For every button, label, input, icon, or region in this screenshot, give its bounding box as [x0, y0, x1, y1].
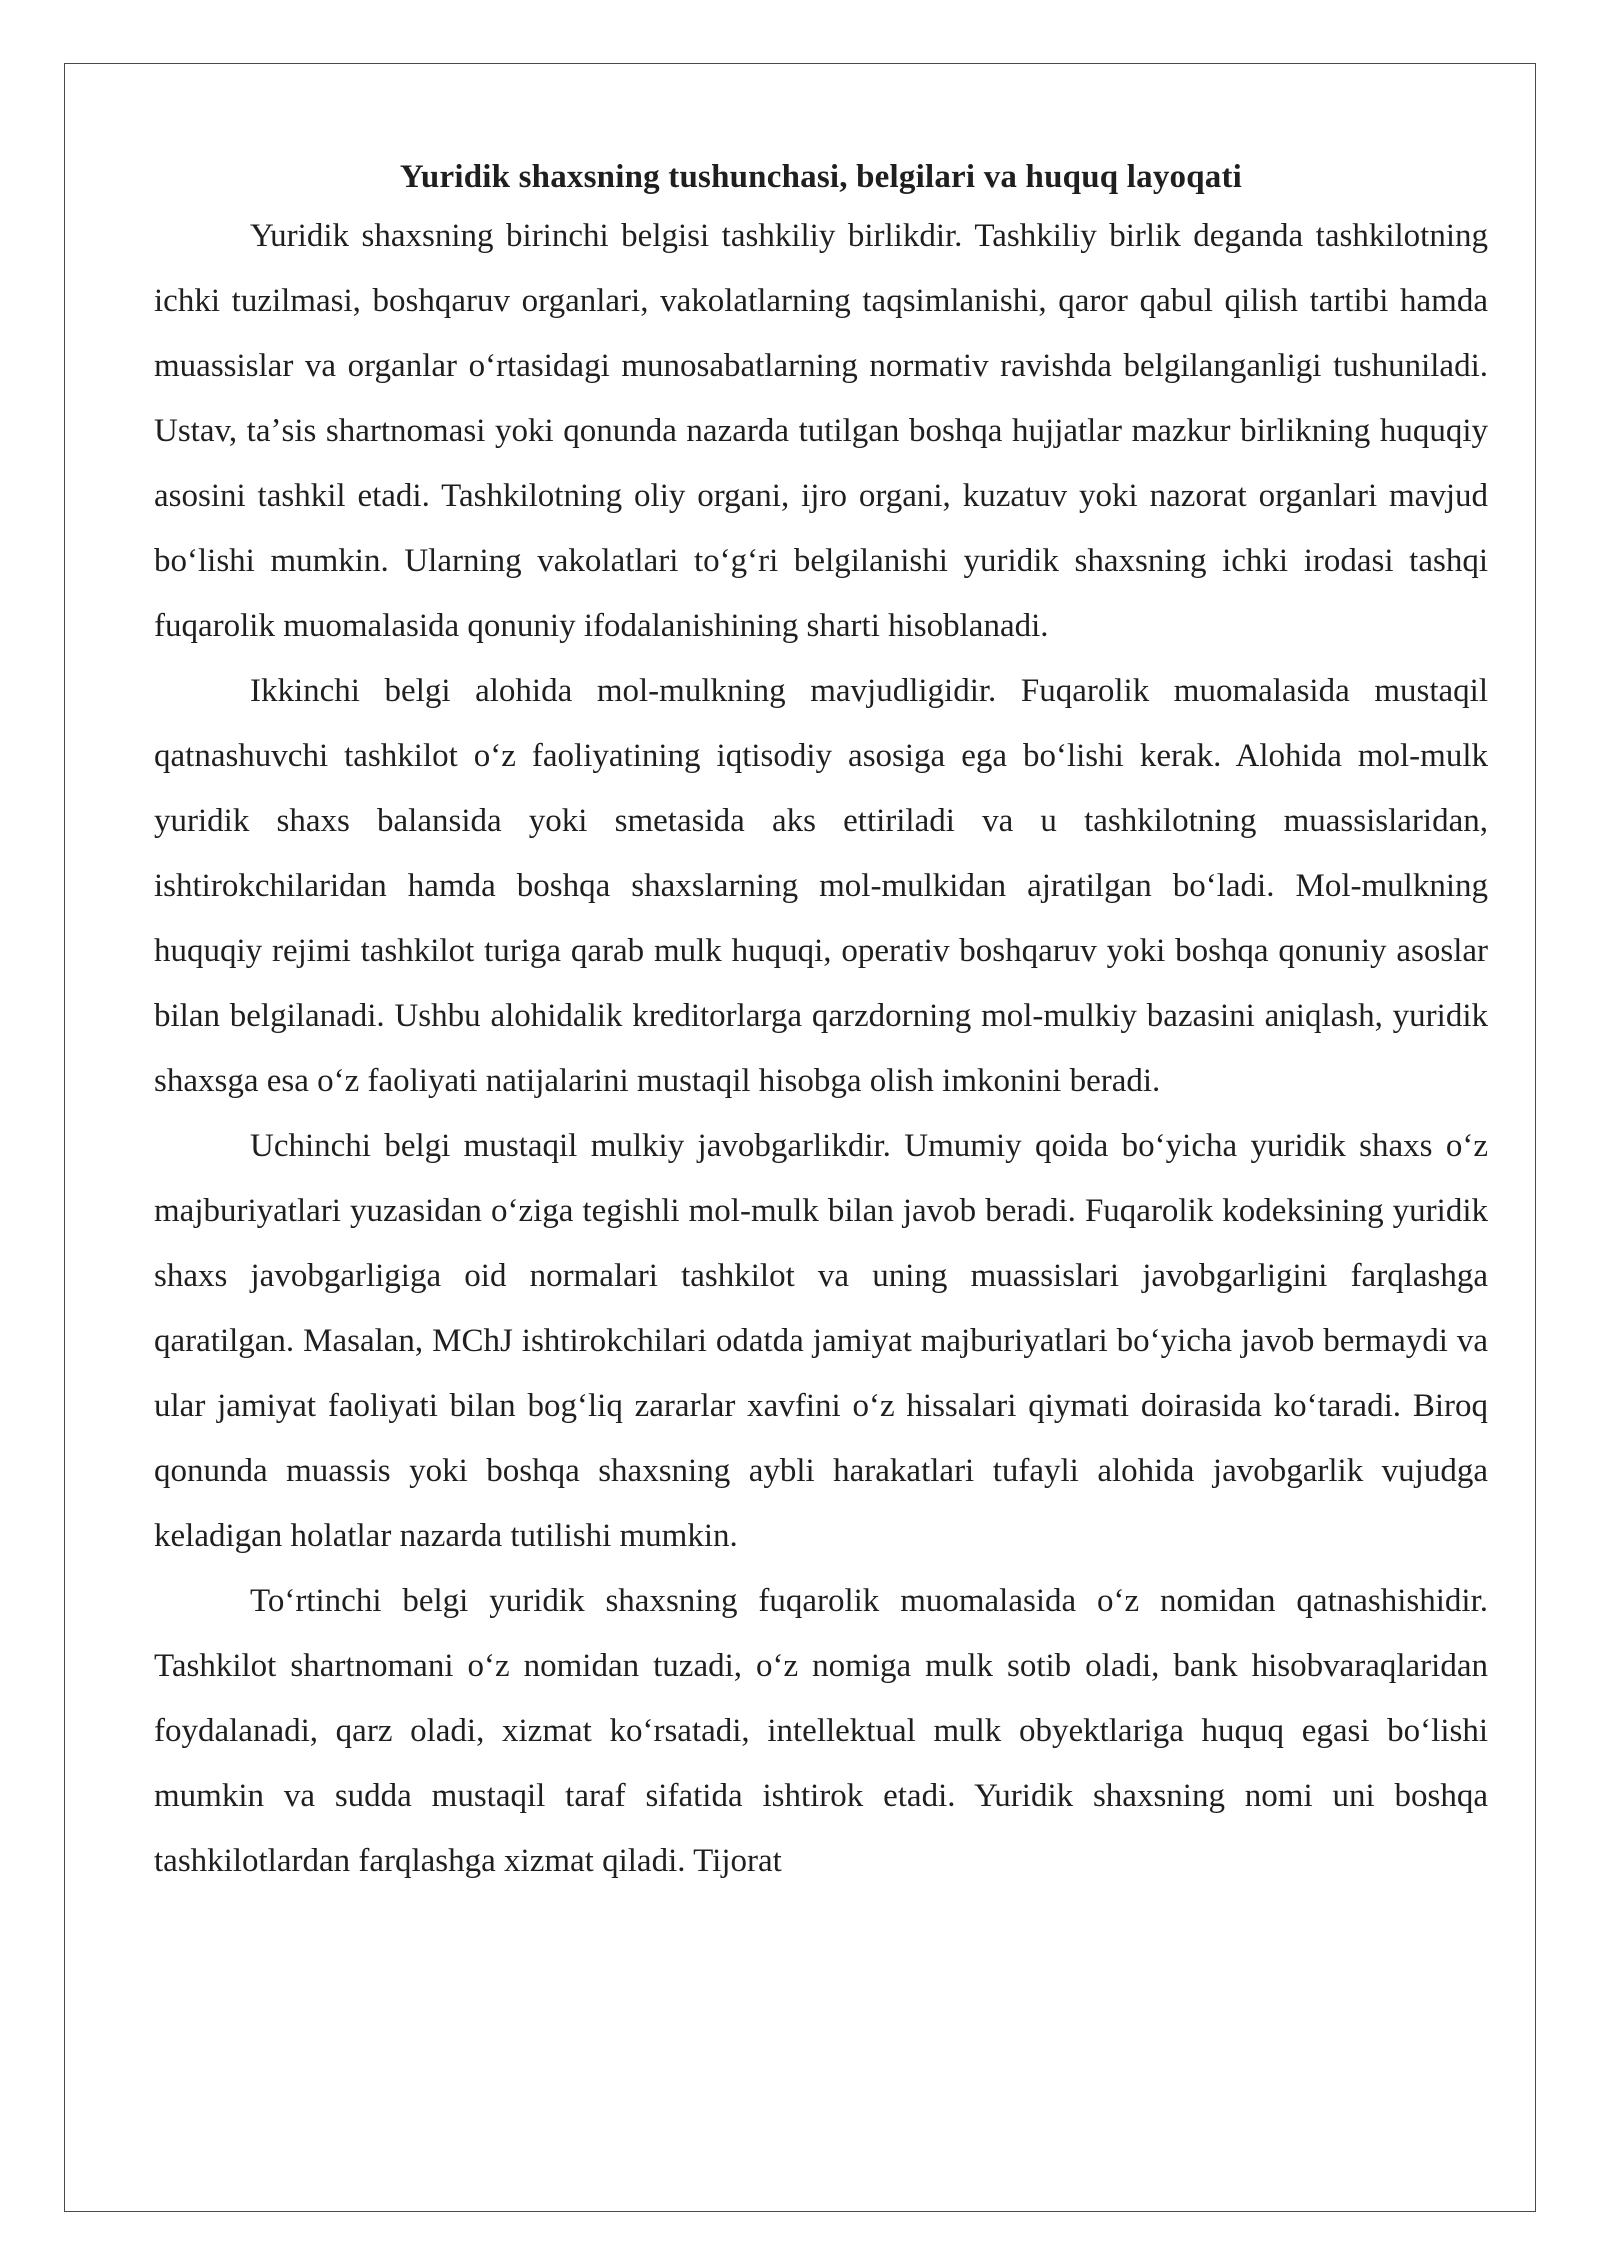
document-title: Yuridik shaxsning tushunchasi, belgilari va huquq layoqati [399, 159, 1243, 195]
paragraph-1: Yuridik shaxsning birinchi belgisi tashkiliy birlikdir. Tashkiliy birlik deganda tashkilotning ichki tuzilmasi, boshqaruv organlari, vakolatlarning taqsimlanishi, qaror qabul qilish tartibi hamda muassislar va organlar oʻrtasidagi munosabatlarning normativ ravishda belgilanganligi tushuniladi. Ustav, taʼsis shartnomasi yoki qonunda nazarda tutilgan boshqa hujjatlar mazkur birlikning huquqiy asosini tashkil etadi. Tashkilotning oliy organi, ijro organi, kuzatuv yoki nazorat organlari mavjud boʻlishi mumkin. Ularning vakolatlari toʻgʻri belgilanishi yuridik shaxsning ichki irodasi tashqi fuqarolik muomalasida qonuniy ifodalanishining sharti hisoblanadi. [154, 218, 1488, 644]
paragraph-2: Ikkinchi belgi alohida mol-mulkning mavjudligidir. Fuqarolik muomalasida mustaqil qatnashuvchi tashkilot oʻz faoliyatining iqtisodiy asosiga ega boʻlishi kerak. Alohida mol-mulk yuridik shaxs balansida yoki smetasida aks ettiriladi va u tashkilotning muassislaridan, ishtirokchilaridan hamda boshqa shaxslarning mol-mulkidan ajratilgan boʻladi. Mol-mulkning huquqiy rejimi tashkilot turiga qarab mulk huquqi, operativ boshqaruv yoki boshqa qonuniy asoslar bilan belgilanadi. Ushbu alohidalik kreditorlarga qarzdorning mol-mulkiy bazasini aniqlash, yuridik shaxsga esa oʻz faoliyati natijalarini mustaqil hisobga olish imkonini beradi. [154, 673, 1488, 1099]
paragraph-4: Toʻrtinchi belgi yuridik shaxsning fuqarolik muomalasida oʻz nomidan qatnashishidir. Tashkilot shartnomani oʻz nomidan tuzadi, oʻz nomiga mulk sotib oladi, bank hisobvaraqlaridan foydalanadi, qarz oladi, xizmat koʻrsatadi, intellektual mulk obyektlariga huquq egasi boʻlishi mumkin va sudda mustaqil taraf sifatida ishtirok etadi. Yuridik shaxsning nomi uni boshqa tashkilotlardan farqlashga xizmat qiladi. Tijorat [154, 1583, 1488, 1879]
document-body [154, 150, 1488, 1894]
paragraph-3: Uchinchi belgi mustaqil mulkiy javobgarlikdir. Umumiy qoida boʻyicha yuridik shaxs oʻz majburiyatlari yuzasidan oʻziga tegishli mol-mulk bilan javob beradi. Fuqarolik kodeksining yuridik shaxs javobgarligiga oid normalari tashkilot va uning muassislari javobgarligini farqlashga qaratilgan. Masalan, MChJ ishtirokchilari odatda jamiyat majburiyatlari boʻyicha javob bermaydi va ular jamiyat faoliyati bilan bogʻliq zararlar xavfini oʻz hissalari qiymati doirasida koʻtaradi. Biroq qonunda muassis yoki boshqa shaxsning aybli harakatlari tufayli alohida javobgarlik vujudga keladigan holatlar nazarda tutilishi mumkin. [154, 1128, 1488, 1554]
